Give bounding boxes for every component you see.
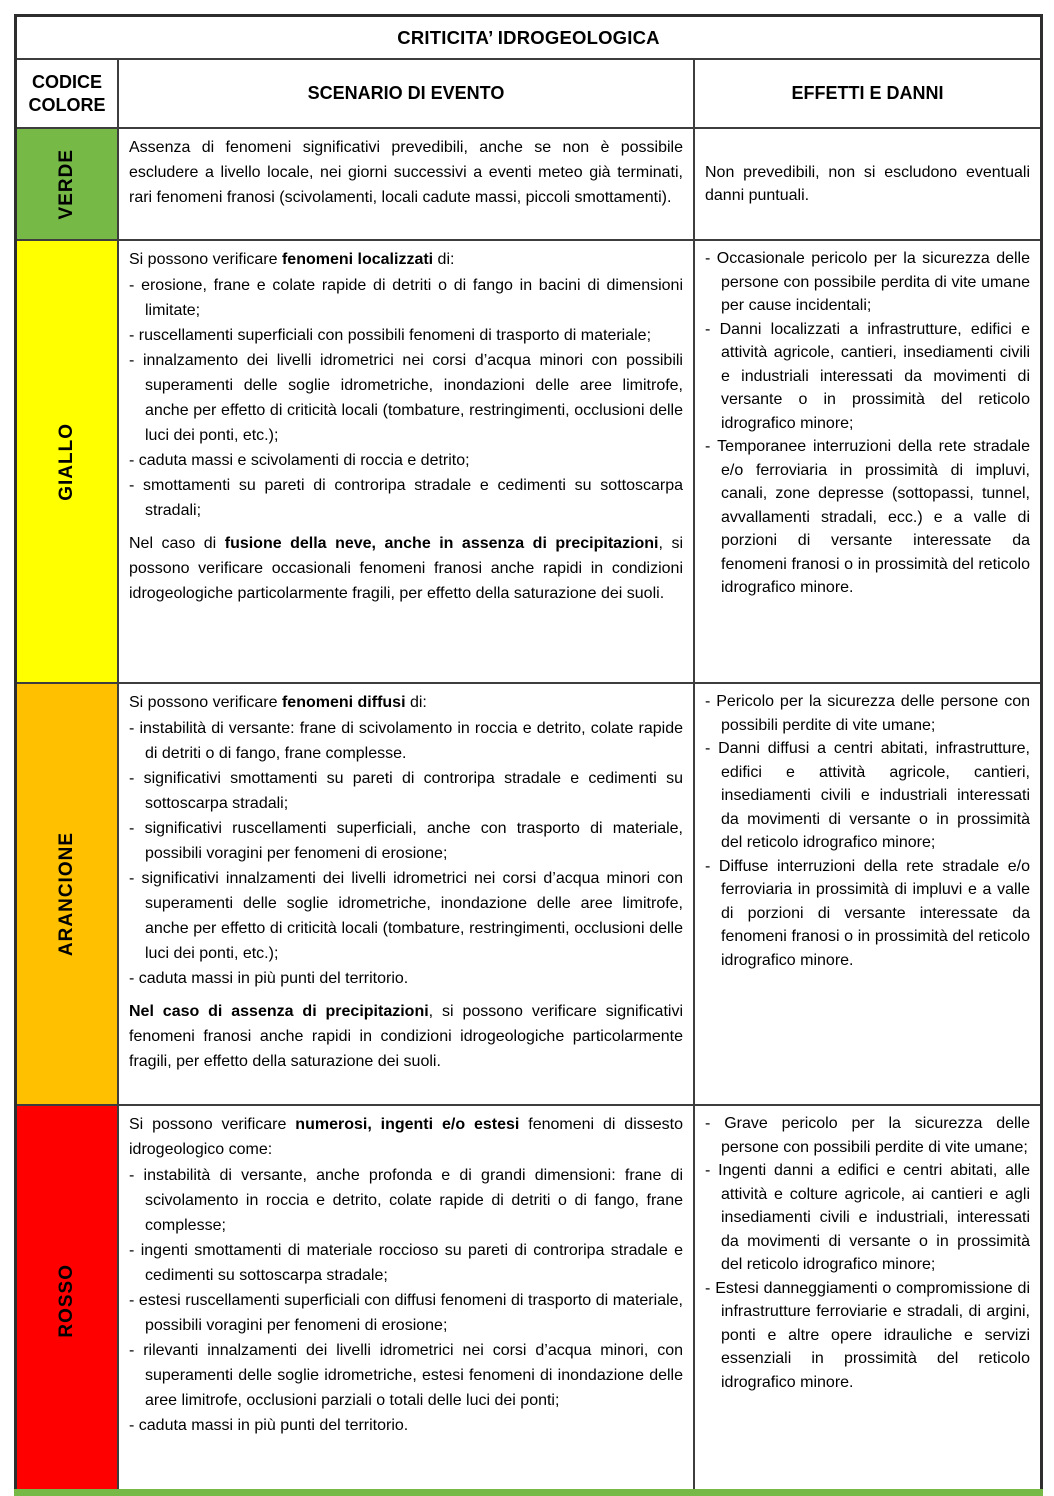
bullet-dash: - xyxy=(705,857,711,875)
color-cell-giallo xyxy=(17,241,117,682)
bullet-dash: - xyxy=(129,870,135,887)
bullet-item: - innalzamento dei livelli idrometrici nei corsi d’acqua minori con possibili superamenti delle soglie idrometriche, inondazioni delle aree limitrofe, anche per effetto di criticità locali (tombature, restringimenti, occlusioni delle luci dei ponti, etc.); xyxy=(129,352,683,444)
table-title: CRITICITA’ IDROGEOLOGICA xyxy=(17,17,1040,60)
bullet-item: - instabilità di versante: frane di scivolamento in roccia e detrito, colate rapide di detriti o di fango, frane complesse. xyxy=(129,720,683,762)
bullet-dash: - xyxy=(705,320,711,338)
bullet-item: - significativi innalzamenti dei livelli idrometrici nei corsi d’acqua minori con superamenti delle soglie idrometriche, inondazione delle aree limitrofe, anche per effetto di criticità locali (tombature, restringimenti, occlusioni delle luci dei ponti, etc.); xyxy=(129,870,684,962)
bullet-item: - significativi ruscellamenti superficiali, anche con trasporto di materiale, possibili voragini per fenomeni di erosione; xyxy=(129,820,684,862)
bullet-item: - caduta massi in più punti del territorio. xyxy=(129,970,409,987)
row-arancione xyxy=(17,684,1040,1106)
bullet-dash: - xyxy=(129,452,135,469)
next-table-row-sliver xyxy=(14,1489,1043,1496)
row-giallo xyxy=(17,241,1040,684)
bullet-item: - erosione, frane e colate rapide di detriti o di fango in bacini di dimensioni limitate; xyxy=(129,277,684,319)
scenario-cell-arancione xyxy=(117,684,693,1104)
bullet-item: - Diffuse interruzioni della rete stradale e/o ferroviaria in prossimità di impluvi e a valle di porzioni di versante interessate da fenomeni franosi o in prossimità del reticolo idrografico minore. xyxy=(705,857,1030,969)
bullet-dash: - xyxy=(705,1162,711,1179)
scenario-text-arancione xyxy=(119,684,693,1080)
bullet-item: - Occasionale pericolo per la sicurezza delle persone con possibile perdita di vite umane per cause incidentali; xyxy=(705,250,1030,314)
bullet-item: - Ingenti danni a edifici e centri abitati, alle attività e colture agricole, ai cantieri e agli insediamenti civili e industriali, interessati da movimenti di versante o in prossimità del reticolo idrografico minore; xyxy=(705,1162,1030,1273)
bullet-item: - caduta massi in più punti del territorio. xyxy=(129,1417,409,1434)
bullet-item: - Estesi danneggiamenti o compromissione di infrastrutture ferroviarie e stradali, di argini, ponti e altre opere idrauliche e servizi essenziali in prossimità del reticolo idrografico minore. xyxy=(705,1279,1030,1391)
bullet-dash: - xyxy=(705,438,711,455)
effects-text-rosso xyxy=(695,1106,1040,1400)
effects-cell-verde xyxy=(693,129,1040,239)
scenario-text-rosso xyxy=(119,1106,693,1444)
effects-cell-giallo xyxy=(693,241,1040,682)
scenario-text-giallo xyxy=(119,241,693,612)
bullet-dash: - xyxy=(129,1417,135,1434)
bullet-item: - ruscellamenti superficiali con possibili fenomeni di trasporto di materiale; xyxy=(129,327,652,344)
bullet-dash: - xyxy=(129,352,135,369)
effects-text-verde xyxy=(695,155,1040,214)
paragraph: Non prevedibili, non si escludono eventuali danni puntuali. xyxy=(705,163,1030,204)
scenario-cell-giallo xyxy=(117,241,693,682)
bullet-dash: - xyxy=(129,1342,135,1359)
bullet-dash: - xyxy=(129,1167,135,1184)
bullet-dash: - xyxy=(705,1115,711,1132)
bullet-item: - rilevanti innalzamenti dei livelli idrometrici nei corsi d’acqua minori, con superamenti delle soglie idrometriche, estesi fenomeni di inondazione delle aree limitrofe, occlusioni parziali o totali delle luci dei ponti; xyxy=(129,1342,683,1409)
criticita-idrogeologica-table xyxy=(14,14,1043,1496)
paragraph: Nel caso di assenza di precipitazioni, si possono verificare significativi fenomeni franosi anche rapidi in condizioni idrogeologiche particolarmente fragili, per effetto della saturazione dei suoli. xyxy=(129,1003,684,1070)
bullet-dash: - xyxy=(129,477,135,494)
bullet-dash: - xyxy=(129,720,135,737)
header-codice-colore: CODICE COLORE xyxy=(28,72,106,115)
bullet-item: - ingenti smottamenti di materiale roccioso su pareti di controripa stradale e cedimenti su sottoscarpa stradale; xyxy=(129,1242,684,1284)
bullet-item: - smottamenti su pareti di controripa stradale e cedimenti su sottoscarpa stradali; xyxy=(129,477,684,519)
paragraph: Assenza di fenomeni significativi prevedibili, anche se non è possibile escludere a livello locale, nei giorni successivi a eventi meteo già terminati, rari fenomeni franosi (scivolamenti, locali cadute massi, piccoli smottamenti). xyxy=(129,139,683,206)
header-effetti-e-danni: EFFETTI E DANNI xyxy=(693,60,1040,127)
bullet-dash: - xyxy=(129,770,135,787)
bullet-dash: - xyxy=(129,820,135,837)
paragraph: Nel caso di fusione della neve, anche in assenza di precipitazioni, si possono verificare occasionali fenomeni franosi anche rapidi in condizioni idrogeologiche particolarmente fragili, per effetto della saturazione dei suoli. xyxy=(129,535,684,602)
header-scenario-di-evento: SCENARIO DI EVENTO xyxy=(117,60,693,127)
bullet-item: - estesi ruscellamenti superficiali con diffusi fenomeni di trasporto di materiale, possibili voragini per fenomeni di erosione; xyxy=(129,1292,683,1334)
color-code-label-arancione: ARANCIONE xyxy=(56,831,77,957)
effects-cell-arancione xyxy=(693,684,1040,1104)
bullet-dash: - xyxy=(129,1242,135,1259)
paragraph: Si possono verificare numerosi, ingenti e/o estesi fenomeni di dissesto idrogeologico come: xyxy=(129,1116,683,1158)
bullet-dash: - xyxy=(129,1292,135,1309)
scenario-cell-rosso xyxy=(117,1106,693,1495)
row-verde xyxy=(17,129,1040,241)
bullet-dash: - xyxy=(129,327,135,344)
bullet-item: - significativi smottamenti su pareti di controripa stradale e cedimenti su sottoscarpa stradali; xyxy=(129,770,683,812)
color-cell-arancione xyxy=(17,684,117,1104)
bullet-item: - instabilità di versante, anche profonda e di grandi dimensioni: frane di scivolamento in roccia e detrito, colate rapide di detriti o di fango, frane complesse; xyxy=(129,1167,684,1234)
bullet-item: - Pericolo per la sicurezza delle persone con possibili perdite di vite umane; xyxy=(705,693,1030,734)
bullet-dash: - xyxy=(705,1279,711,1297)
bullet-item: - Grave pericolo per la sicurezza delle persone con possibili perdite di vite umane; xyxy=(705,1115,1030,1156)
bullet-dash: - xyxy=(705,693,711,710)
bullet-item: - Danni localizzati a infrastrutture, edifici e attività agricole, cantieri, insediamenti civili e industriali interessati da movimenti di versante o in prossimità del reticolo idrografico minore; xyxy=(705,320,1030,432)
bullet-dash: - xyxy=(129,970,135,987)
scenario-text-verde xyxy=(119,129,693,216)
color-code-label-verde: VERDE xyxy=(56,148,77,220)
color-code-label-giallo: GIALLO xyxy=(56,422,77,501)
color-code-label-rosso: ROSSO xyxy=(56,1263,77,1338)
bullet-dash: - xyxy=(705,740,711,757)
effects-cell-rosso xyxy=(693,1106,1040,1495)
effects-text-arancione xyxy=(695,684,1040,978)
bullet-dash: - xyxy=(129,277,135,294)
bullet-dash: - xyxy=(705,250,711,267)
paragraph: Si possono verificare fenomeni diffusi di: xyxy=(129,694,427,711)
color-cell-verde xyxy=(17,129,117,239)
bullet-item: - Danni diffusi a centri abitati, infrastrutture, edifici e attività agricole, cantieri, insediamenti civili e industriali interessati da movimenti di versante o in prossimità del reticolo idrografico minore; xyxy=(705,740,1030,851)
effects-text-giallo xyxy=(695,241,1040,606)
row-rosso xyxy=(17,1106,1040,1495)
table-header-row xyxy=(17,60,1040,129)
bullet-item: - Temporanee interruzioni della rete stradale e/o ferroviaria in prossimità di impluvi, canali, zone depresse (sottopassi, tunnel, avvallamenti stradali, ecc.) e a valle di porzioni di versante interessate da fenomeni franosi o in prossimità del reticolo idrografico minore. xyxy=(705,438,1031,596)
bullet-item: - caduta massi e scivolamenti di roccia e detrito; xyxy=(129,452,470,469)
color-cell-rosso xyxy=(17,1106,117,1495)
paragraph: Si possono verificare fenomeni localizzati di: xyxy=(129,251,455,268)
scenario-cell-verde xyxy=(117,129,693,239)
